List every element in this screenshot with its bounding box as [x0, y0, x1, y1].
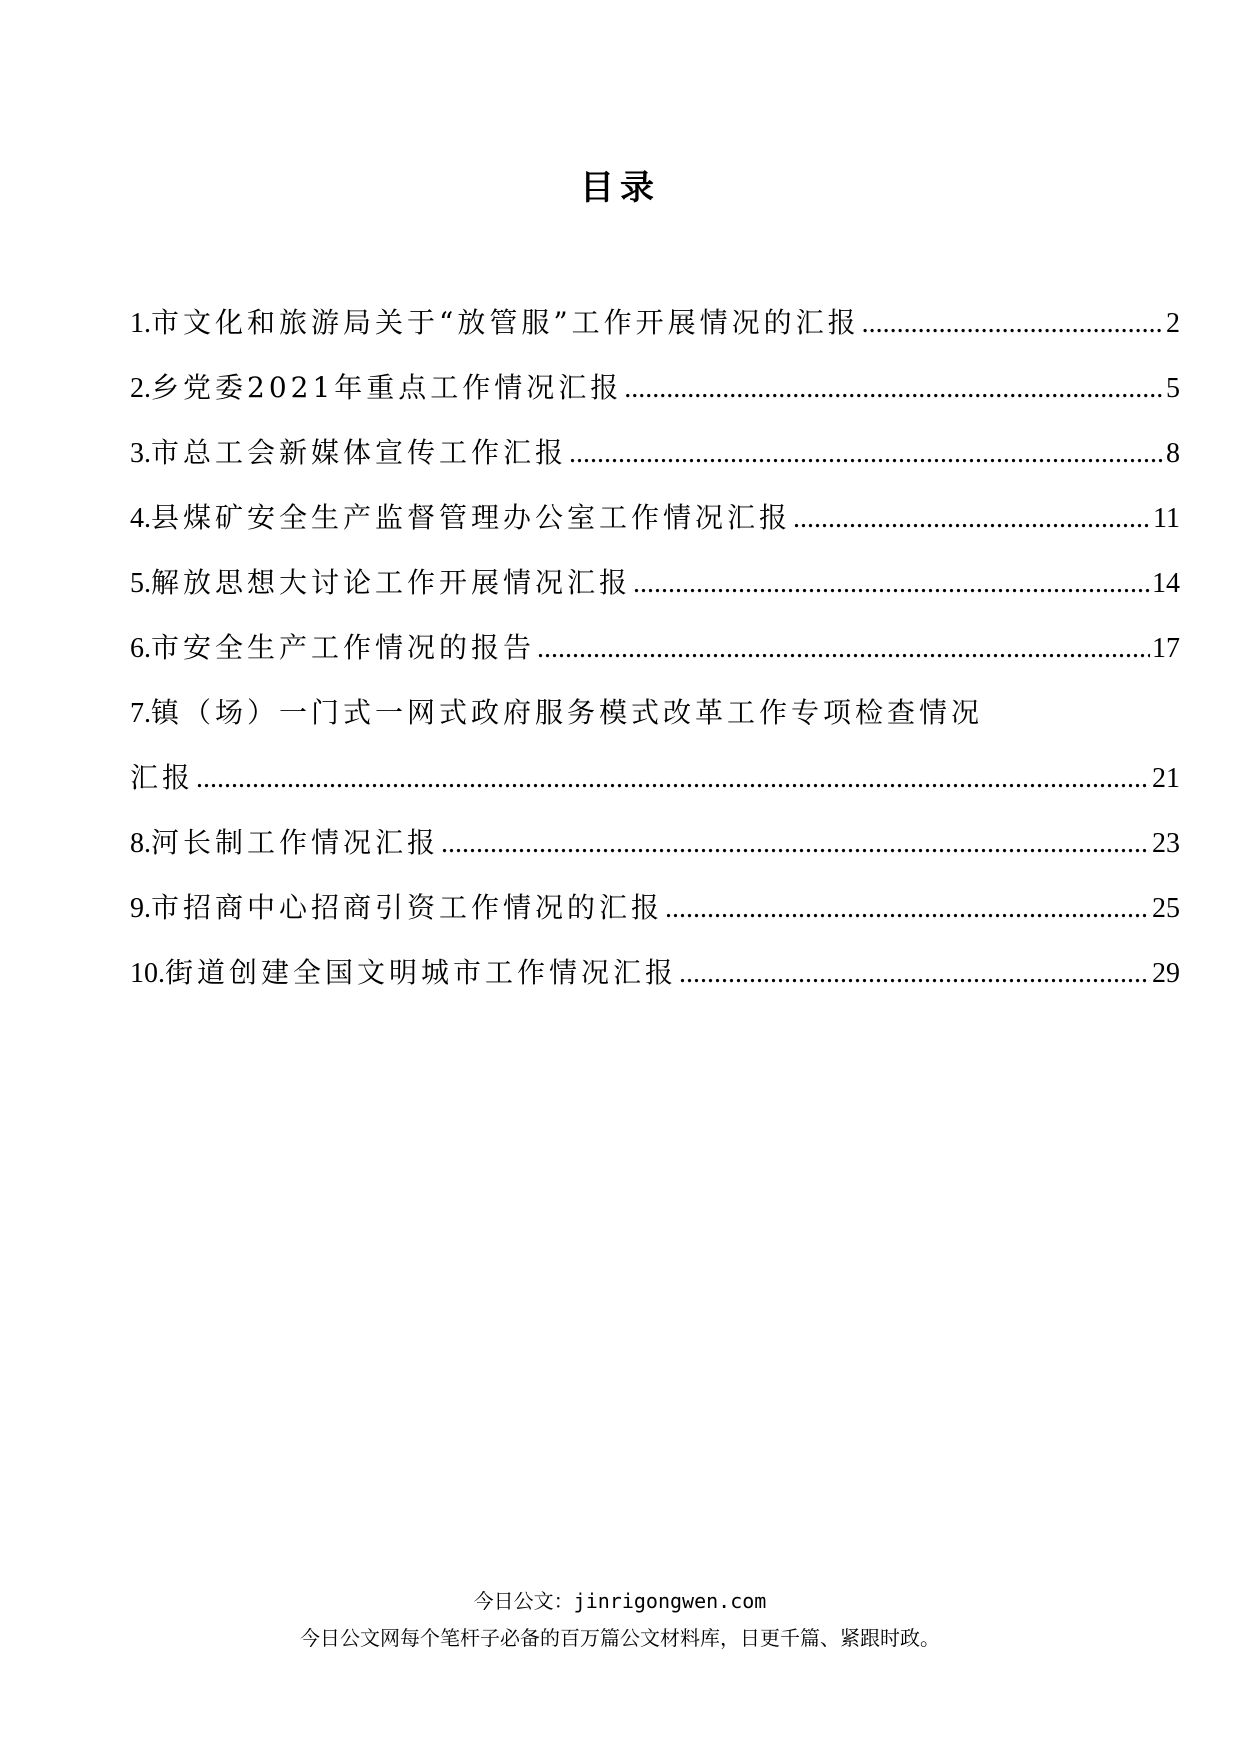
- toc-leader-dots: [441, 811, 1150, 876]
- toc-title: 市文化和旅游局关于“放管服”工作开展情况的汇报: [151, 306, 860, 339]
- toc-entry-3[interactable]: [130, 420, 1180, 485]
- toc-entry-5[interactable]: [130, 550, 1180, 615]
- toc-leader-dots: [633, 551, 1150, 616]
- toc-entry-2[interactable]: [130, 355, 1180, 420]
- toc-leader-dots: [624, 356, 1164, 421]
- toc-title: 河长制工作情况汇报: [151, 826, 440, 859]
- toc-page-number: 23: [1152, 828, 1180, 859]
- toc-title: 市安全生产工作情况的报告: [151, 631, 536, 664]
- toc-number: 8.: [130, 828, 151, 859]
- toc-number: 1.: [130, 308, 151, 339]
- footer-url-link[interactable]: jinrigongwen.com: [573, 1589, 767, 1613]
- toc-leader-dots: [793, 486, 1151, 551]
- toc-entry-8[interactable]: [130, 810, 1180, 875]
- toc-title: 乡党委2021年重点工作情况汇报: [151, 371, 623, 404]
- toc-entry-4[interactable]: [130, 485, 1180, 550]
- toc-number: 7.: [130, 698, 151, 729]
- toc-page-number: 5: [1166, 373, 1180, 404]
- toc-entry-7[interactable]: [130, 680, 1180, 810]
- toc-page-number: 17: [1152, 633, 1180, 664]
- toc-title-line1: 镇（场）一门式一网式政府服务模式改革工作专项检查情况: [151, 696, 984, 729]
- toc-number: 6.: [130, 633, 151, 664]
- toc-entry-1[interactable]: [130, 290, 1180, 355]
- page-title: 目录: [580, 168, 660, 208]
- footer-tagline: 今日公文网每个笔杆子必备的百万篇公文材料库，日更千篇、紧跟时政。: [300, 1626, 940, 1650]
- toc-number: 2.: [130, 373, 151, 404]
- table-of-contents: [130, 290, 1180, 1005]
- toc-title: 街道创建全国文明城市工作情况汇报: [165, 956, 678, 989]
- toc-leader-dots: [196, 746, 1150, 811]
- toc-leader-dots: [862, 291, 1164, 356]
- toc-number: 4.: [130, 503, 151, 534]
- toc-page-number: 8: [1166, 438, 1180, 469]
- toc-title: 解放思想大讨论工作开展情况汇报: [151, 566, 632, 599]
- toc-number: 10.: [130, 958, 165, 989]
- toc-entry-9[interactable]: [130, 875, 1180, 940]
- toc-number: 3.: [130, 438, 151, 469]
- toc-title: 市总工会新媒体宣传工作汇报: [151, 436, 568, 469]
- toc-page-number: 14: [1152, 568, 1180, 599]
- footer-label: 今日公文：: [473, 1589, 574, 1613]
- toc-leader-dots: [537, 616, 1150, 681]
- toc-page-number: 25: [1152, 893, 1180, 924]
- toc-page-number: 21: [1152, 763, 1180, 794]
- toc-title: 县煤矿安全生产监督管理办公室工作情况汇报: [151, 501, 792, 534]
- toc-entry-6[interactable]: [130, 615, 1180, 680]
- toc-leader-dots: [679, 941, 1150, 1006]
- toc-leader-dots: [569, 421, 1164, 486]
- toc-number: 5.: [130, 568, 151, 599]
- toc-page-number: 2: [1166, 308, 1180, 339]
- toc-leader-dots: [665, 876, 1150, 941]
- toc-page-number: 29: [1152, 958, 1180, 989]
- toc-number: 9.: [130, 893, 151, 924]
- toc-title: 市招商中心招商引资工作情况的汇报: [151, 891, 664, 924]
- toc-title-line2: 汇报: [130, 761, 195, 794]
- footer-source: [0, 1585, 1240, 1614]
- toc-page-number: 11: [1153, 503, 1180, 534]
- toc-entry-10[interactable]: [130, 940, 1180, 1005]
